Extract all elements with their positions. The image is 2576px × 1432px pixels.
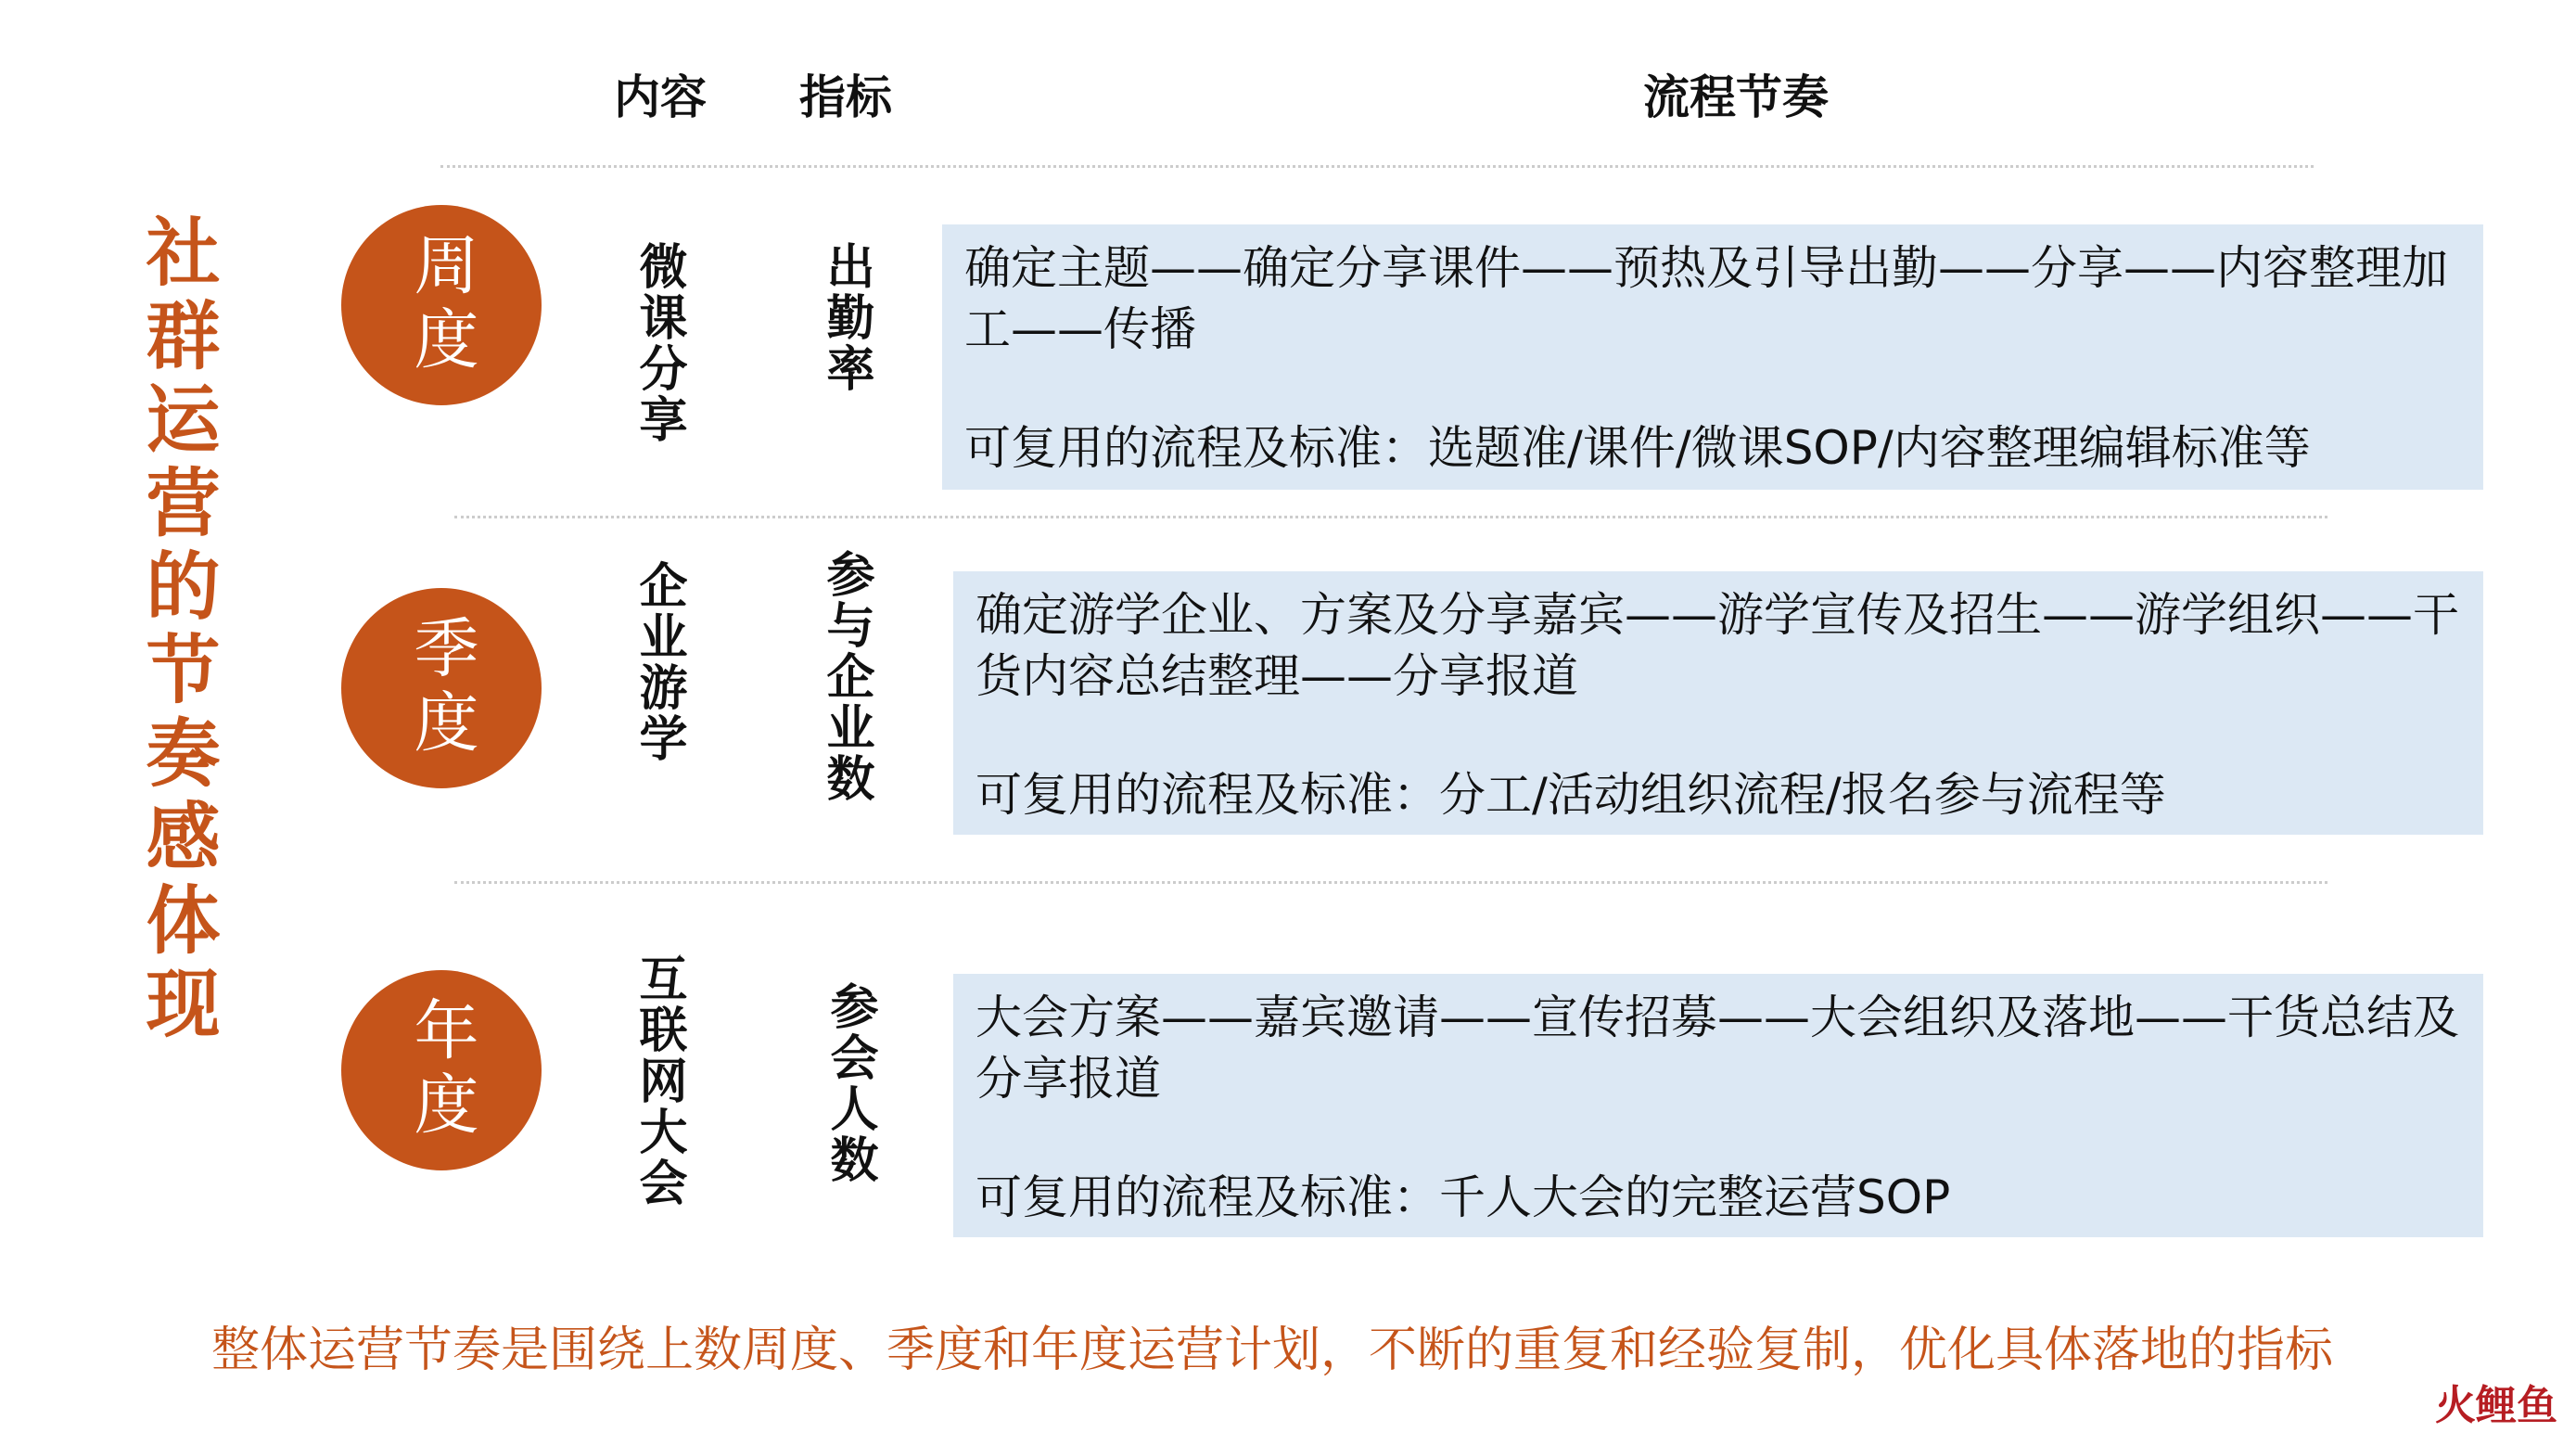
metric-label-quarterly: 参与企业数: [818, 549, 874, 804]
metric-label-weekly: 出勤率: [818, 241, 874, 394]
divider-bottom: [454, 881, 2327, 884]
header-process: 流程节奏: [1643, 70, 1829, 124]
footer-note: 整体运营节奏是围绕上数周度、季度和年度运营计划，不断的重复和经验复制，优化具体落地的指标: [211, 1323, 2334, 1378]
content-label-yearly: 互联网大会: [631, 953, 686, 1208]
divider-top: [440, 165, 2314, 168]
header-metric: 指标: [799, 70, 892, 124]
process-box-quarterly: [953, 571, 2483, 835]
divider-middle: [454, 516, 2327, 518]
process-box-yearly: [953, 974, 2483, 1237]
content-label-quarterly: 企业游学: [631, 560, 686, 764]
period-circle-weekly: [341, 205, 542, 405]
period-label: 季度: [403, 614, 479, 762]
reusable-standard-text: 可复用的流程及标准：选题准/课件/微课SOP/内容整理编辑标准等: [964, 421, 2311, 475]
content-label-weekly: 微课分享: [631, 241, 686, 445]
process-box-weekly: [942, 224, 2483, 490]
period-label: 周度: [403, 231, 479, 379]
period-circle-yearly: [341, 970, 542, 1170]
process-flow-text: 确定主题——确定分享课件——预热及引导出勤——分享——内容整理加工——传播: [964, 241, 2448, 356]
process-flow-text: 确定游学企业、方案及分享嘉宾——游学宣传及招生——游学组织——干货内容总结整理——分享报道: [976, 588, 2459, 703]
reusable-standard-text: 可复用的流程及标准：千人大会的完整运营SOP: [976, 1170, 1951, 1224]
period-circle-quarterly: [341, 588, 542, 788]
process-flow-text: 大会方案——嘉宾邀请——宣传招募——大会组织及落地——干货总结及分享报道: [976, 991, 2459, 1106]
reusable-standard-text: 可复用的流程及标准：分工/活动组织流程/报名参与流程等: [976, 768, 2166, 822]
period-label: 年度: [403, 996, 479, 1144]
header-content: 内容: [614, 70, 707, 124]
metric-label-yearly: 参会人数: [822, 981, 877, 1185]
watermark-logo: 火鲤鱼: [2435, 1382, 2557, 1429]
side-title: 社群运营的节奏感体现: [134, 213, 220, 1048]
